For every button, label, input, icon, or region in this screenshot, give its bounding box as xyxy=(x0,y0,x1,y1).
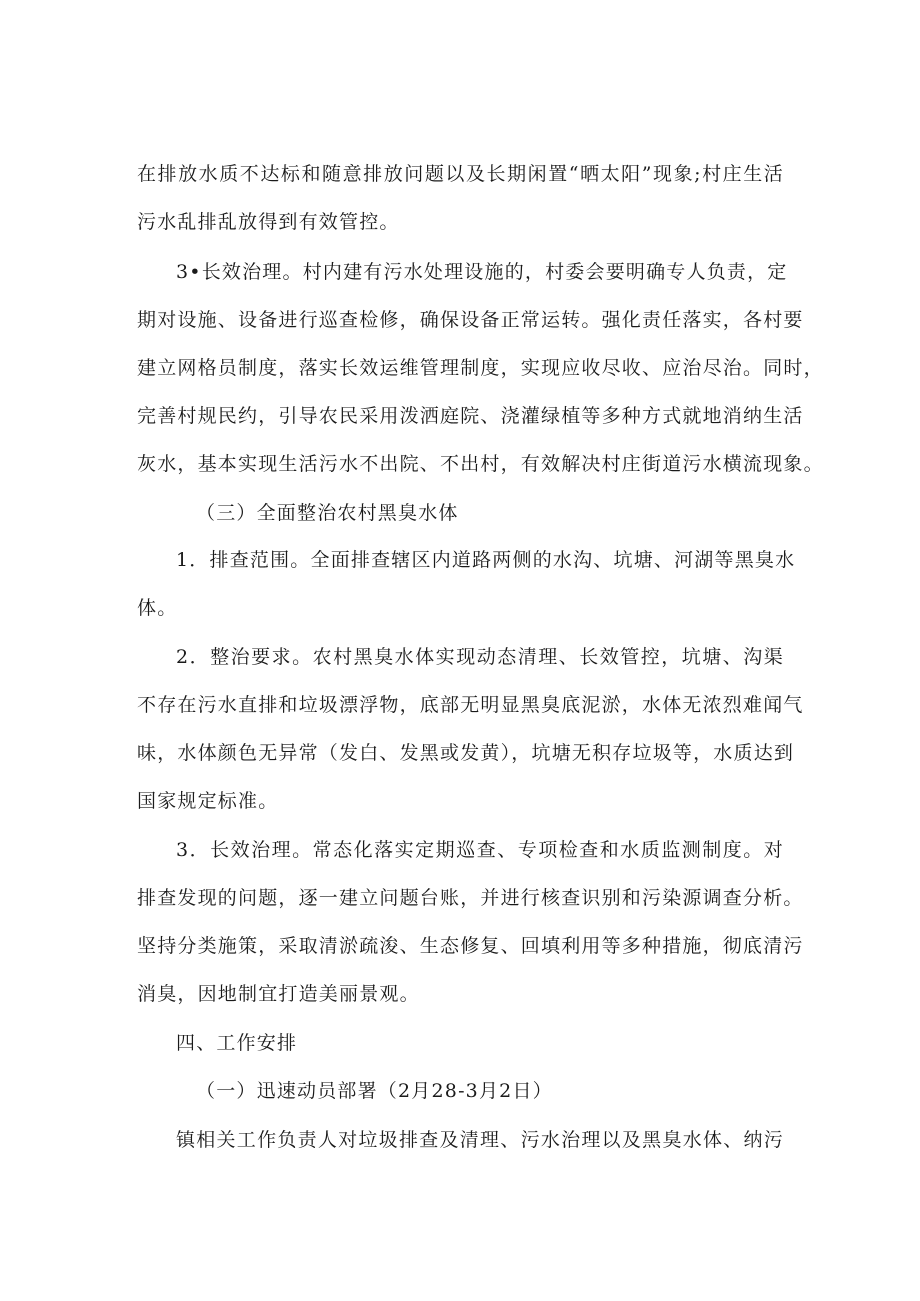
paragraph-line: 1．排查范围。全面排查辖区内道路两侧的水沟、坑塘、河湖等黑臭水 xyxy=(176,549,796,571)
section-heading: （三）全面整治农村黑臭水体 xyxy=(196,502,459,524)
paragraph-line: 坚持分类施策，采取清淤疏浚、生态修复、回填利用等多种措施，彻底清污 xyxy=(137,935,804,957)
paragraph-line: 3•长效治理。村内建有污水处理设施的，村委会要明确专人负责，定 xyxy=(176,261,788,283)
paragraph-line: 完善村规民约，引导农民采用泼洒庭院、浇灌绿植等多种方式就地消纳生活 xyxy=(137,405,804,427)
paragraph-line: 建立网格员制度，落实长效运维管理制度，实现应收尽收、应治尽治。同时， xyxy=(137,357,824,379)
paragraph-line: 2．整治要求。农村黑臭水体实现动态清理、长效管控，坑塘、沟渠 xyxy=(176,646,784,668)
paragraph-line: 污水乱排乱放得到有效管控。 xyxy=(137,211,400,233)
paragraph-line: 镇相关工作负责人对垃圾排查及清理、污水治理以及黑臭水体、纳污 xyxy=(176,1129,784,1151)
paragraph-line: 体。 xyxy=(137,597,178,619)
section-heading: 四、工作安排 xyxy=(176,1032,298,1054)
paragraph-line: 3．长效治理。常态化落实定期巡查、专项检查和水质监测制度。对 xyxy=(176,839,784,861)
paragraph-line: 国家规定标准。 xyxy=(137,790,279,812)
paragraph-line: 在排放水质不达标和随意排放问题以及长期闲置“晒太阳”现象;村庄生活 xyxy=(137,163,784,185)
section-heading: （一）迅速动员部署（2月28-3月2日） xyxy=(196,1080,553,1102)
paragraph-line: 期对设施、设备进行巡查检修，确保设备正常运转。强化责任落实，各村要 xyxy=(137,309,804,331)
paragraph-line: 排查发现的问题，逐一建立问题台账，并进行核查识别和污染源调查分析。 xyxy=(137,887,804,909)
paragraph-line: 味，水体颜色无异常（发白、发黑或发黄），坑塘无积存垃圾等，水质达到 xyxy=(137,742,795,764)
paragraph-line: 不存在污水直排和垃圾漂浮物，底部无明显黑臭底泥淤，水体无浓烈难闻气 xyxy=(137,694,804,716)
paragraph-line: 消臭，因地制宜打造美丽景观。 xyxy=(137,983,420,1005)
paragraph-line: 灰水，基本实现生活污水不出院、不出村，有效解决村庄街道污水横流现象。 xyxy=(137,453,824,475)
